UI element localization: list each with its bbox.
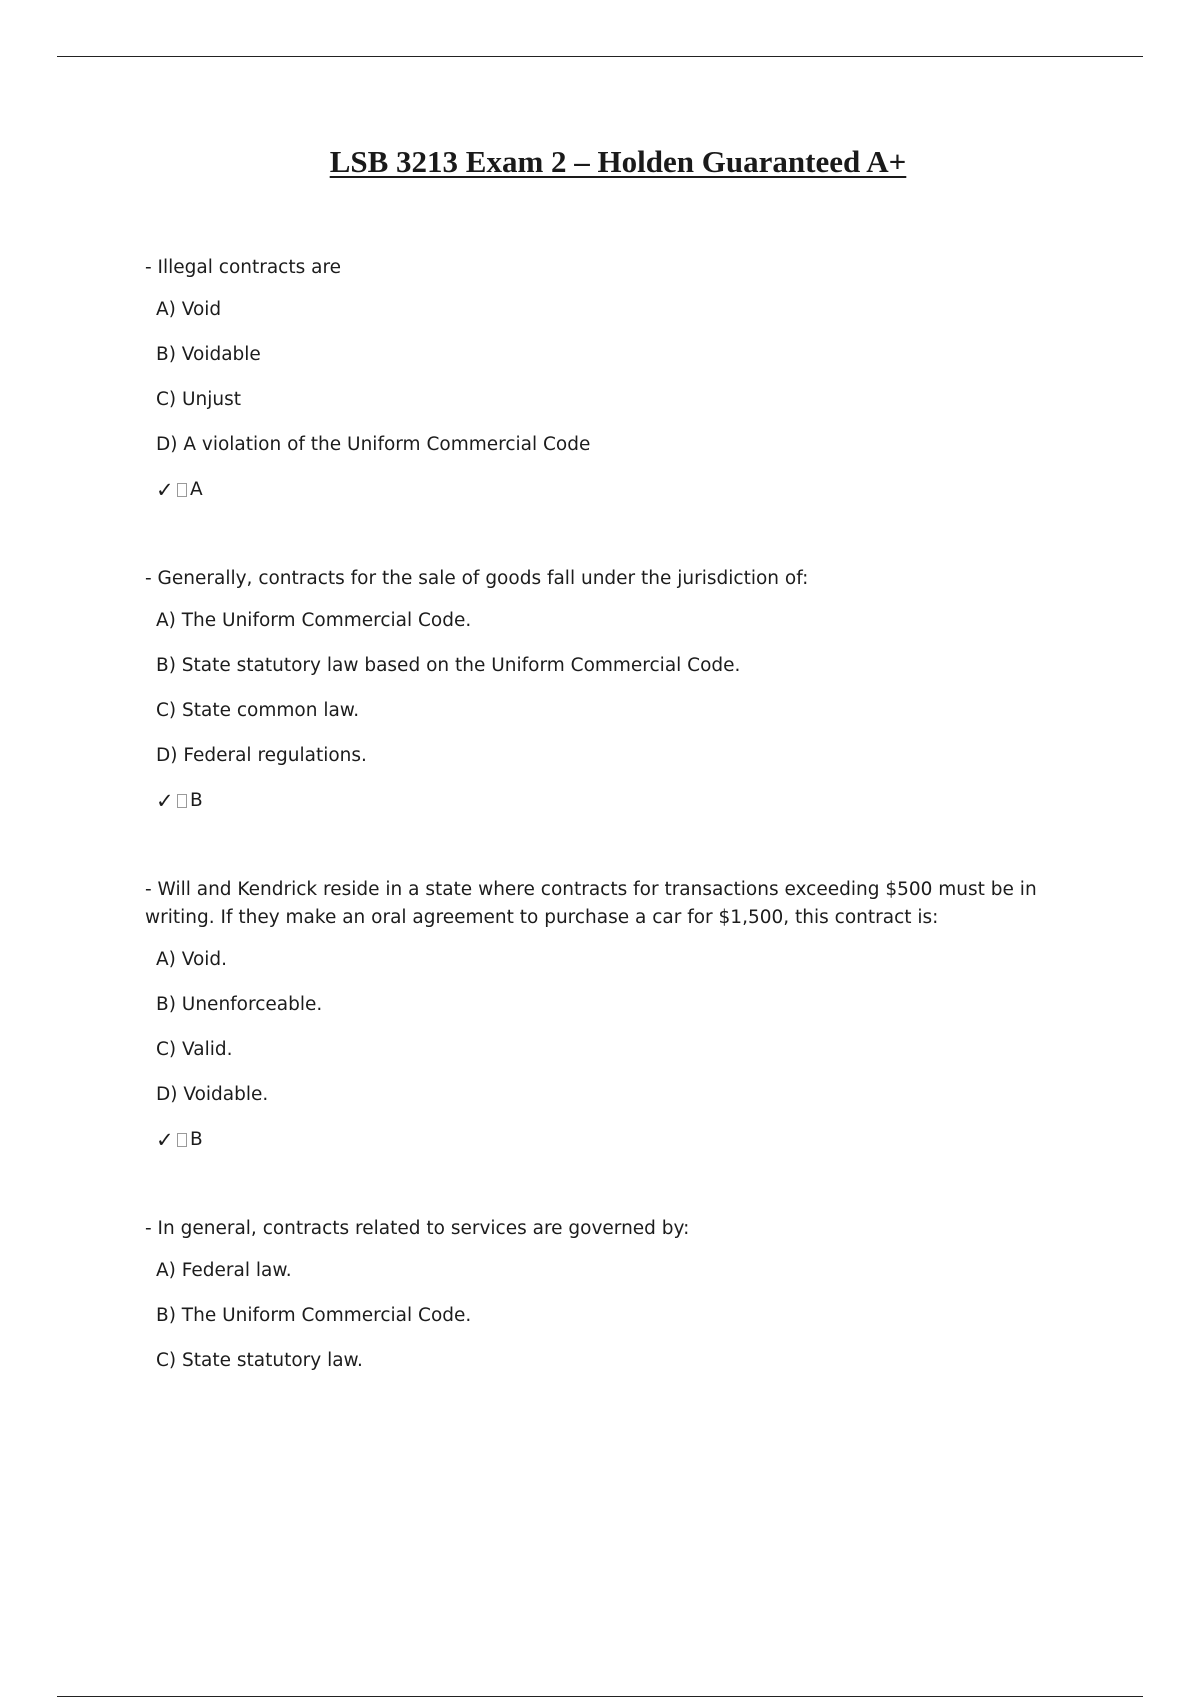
option-b: B) Unenforceable.: [156, 994, 323, 1015]
option-a: A) Void.: [156, 949, 228, 970]
question-4: [145, 1215, 1090, 1375]
answer-line: [156, 1126, 1090, 1154]
answer-letter: B: [190, 790, 203, 811]
question-2: [145, 565, 1090, 815]
answer-line: [156, 476, 1090, 504]
option-b: B) State statutory law based on the Uniform Commercial Code.: [156, 655, 741, 676]
option-d: D) A violation of the Uniform Commercial Code: [156, 434, 591, 455]
answer-letter: B: [190, 1129, 203, 1150]
question-3: [145, 876, 1090, 1154]
question-1: [145, 254, 1090, 504]
option-c: C) State common law.: [156, 700, 360, 721]
checkbox-icon: [177, 794, 187, 808]
top-rule: [57, 56, 1143, 57]
answer-line: [156, 787, 1090, 815]
checkbox-icon: [177, 1133, 187, 1147]
option-b: B) Voidable: [156, 344, 261, 365]
checkbox-icon: [177, 483, 187, 497]
check-icon: ✓: [156, 1128, 174, 1152]
option-a: A) The Uniform Commercial Code.: [156, 610, 472, 631]
option-c: C) Unjust: [156, 389, 242, 410]
option-c: C) Valid.: [156, 1039, 233, 1060]
document-title: LSB 3213 Exam 2 – Holden Guaranteed A+: [329, 144, 907, 179]
option-a: A) Federal law.: [156, 1260, 292, 1281]
answer-letter: A: [190, 479, 203, 500]
question-list: [145, 254, 1090, 1436]
option-b: B) The Uniform Commercial Code.: [156, 1305, 472, 1326]
option-d: D) Voidable.: [156, 1084, 269, 1105]
option-c: C) State statutory law.: [156, 1350, 363, 1371]
question-prompt: - Generally, contracts for the sale of goods fall under the jurisdiction of:: [145, 568, 809, 589]
question-prompt: - Illegal contracts are: [145, 257, 342, 278]
option-d: D) Federal regulations.: [156, 745, 367, 766]
question-prompt: - In general, contracts related to services are governed by:: [145, 1218, 690, 1239]
check-icon: ✓: [156, 789, 174, 813]
question-prompt: - Will and Kendrick reside in a state where contracts for transactions exceeding $500 must be in writing. If they make an oral agreement to purchase a car for $1,500, this contract is:: [145, 879, 1037, 928]
bottom-rule: [57, 1696, 1143, 1697]
check-icon: ✓: [156, 478, 174, 502]
option-a: A) Void: [156, 299, 222, 320]
